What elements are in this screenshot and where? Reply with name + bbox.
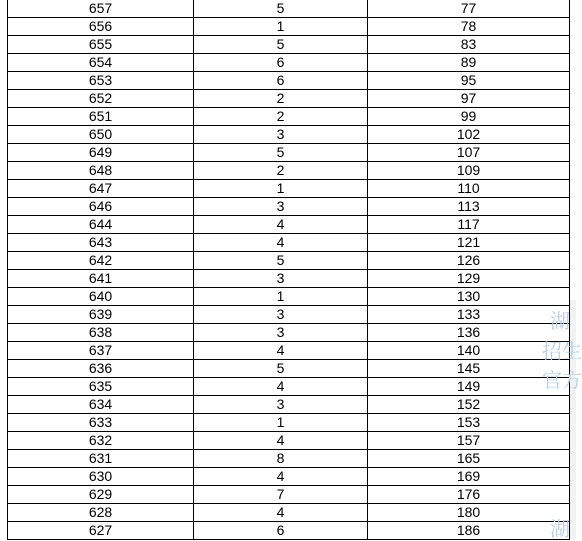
- page-edge-shade: [570, 300, 576, 539]
- cumulative-count-cell: 140: [368, 342, 570, 360]
- count-cell: 2: [194, 162, 368, 180]
- cumulative-count-cell: 153: [368, 414, 570, 432]
- count-cell: 3: [194, 126, 368, 144]
- table-row: [8, 378, 570, 396]
- table-row: [8, 108, 570, 126]
- cumulative-count-cell: 136: [368, 324, 570, 342]
- table-row: [8, 414, 570, 432]
- table-row: [8, 324, 570, 342]
- score-cell: 628: [8, 504, 194, 522]
- count-cell: 3: [194, 396, 368, 414]
- cumulative-count-cell: 129: [368, 270, 570, 288]
- score-cell: 657: [8, 0, 194, 18]
- count-cell: 4: [194, 504, 368, 522]
- table-row: [8, 306, 570, 324]
- count-cell: 6: [194, 522, 368, 540]
- count-cell: 3: [194, 324, 368, 342]
- table-row: [8, 216, 570, 234]
- table-row: [8, 252, 570, 270]
- table-row: [8, 72, 570, 90]
- score-cell: 647: [8, 180, 194, 198]
- count-cell: 5: [194, 36, 368, 54]
- count-cell: 4: [194, 342, 368, 360]
- score-cell: 627: [8, 522, 194, 540]
- count-cell: 1: [194, 288, 368, 306]
- table-row: [8, 342, 570, 360]
- score-cell: 632: [8, 432, 194, 450]
- cumulative-count-cell: 97: [368, 90, 570, 108]
- cumulative-count-cell: 110: [368, 180, 570, 198]
- count-cell: 7: [194, 486, 368, 504]
- table-row: [8, 360, 570, 378]
- score-cell: 639: [8, 306, 194, 324]
- table-row: [8, 450, 570, 468]
- cumulative-count-cell: 145: [368, 360, 570, 378]
- table-row: [8, 36, 570, 54]
- score-cell: 633: [8, 414, 194, 432]
- count-cell: 1: [194, 414, 368, 432]
- count-cell: 5: [194, 0, 368, 18]
- table-row: [8, 198, 570, 216]
- count-cell: 6: [194, 72, 368, 90]
- count-cell: 5: [194, 360, 368, 378]
- cumulative-count-cell: 113: [368, 198, 570, 216]
- table-row: [8, 432, 570, 450]
- table-row: [8, 0, 570, 18]
- cumulative-count-cell: 78: [368, 18, 570, 36]
- score-cell: 636: [8, 360, 194, 378]
- cumulative-count-cell: 180: [368, 504, 570, 522]
- cumulative-count-cell: 176: [368, 486, 570, 504]
- cumulative-count-cell: 83: [368, 36, 570, 54]
- score-cell: 656: [8, 18, 194, 36]
- cumulative-count-cell: 99: [368, 108, 570, 126]
- watermark-fragment: 湖: [550, 517, 570, 541]
- cumulative-count-cell: 89: [368, 54, 570, 72]
- count-cell: 4: [194, 468, 368, 486]
- score-cell: 631: [8, 450, 194, 468]
- score-cell: 653: [8, 72, 194, 90]
- score-cell: 641: [8, 270, 194, 288]
- count-cell: 6: [194, 54, 368, 72]
- cumulative-count-cell: 95: [368, 72, 570, 90]
- cumulative-count-cell: 117: [368, 216, 570, 234]
- table-row: [8, 468, 570, 486]
- table-row: [8, 270, 570, 288]
- score-cell: 644: [8, 216, 194, 234]
- score-cell: 630: [8, 468, 194, 486]
- score-cell: 650: [8, 126, 194, 144]
- watermark-fragment: 湖: [550, 309, 570, 333]
- cumulative-count-cell: 109: [368, 162, 570, 180]
- cumulative-count-cell: 107: [368, 144, 570, 162]
- table-row: [8, 486, 570, 504]
- score-cell: 654: [8, 54, 194, 72]
- count-cell: 3: [194, 198, 368, 216]
- table-row: [8, 126, 570, 144]
- score-distribution-table: [7, 0, 570, 540]
- cumulative-count-cell: 169: [368, 468, 570, 486]
- score-cell: 649: [8, 144, 194, 162]
- cumulative-count-cell: 130: [368, 288, 570, 306]
- score-cell: 637: [8, 342, 194, 360]
- score-cell: 629: [8, 486, 194, 504]
- count-cell: 4: [194, 432, 368, 450]
- cumulative-count-cell: 126: [368, 252, 570, 270]
- score-cell: 634: [8, 396, 194, 414]
- table-row: [8, 522, 570, 540]
- table-body: [8, 0, 570, 540]
- score-cell: 643: [8, 234, 194, 252]
- watermark-fragment: 招生: [542, 339, 582, 363]
- watermark-fragment: 官方: [542, 368, 582, 392]
- cumulative-count-cell: 149: [368, 378, 570, 396]
- count-cell: 1: [194, 18, 368, 36]
- cumulative-count-cell: 165: [368, 450, 570, 468]
- table-row: [8, 234, 570, 252]
- cumulative-count-cell: 186: [368, 522, 570, 540]
- score-cell: 655: [8, 36, 194, 54]
- table-row: [8, 90, 570, 108]
- table-row: [8, 162, 570, 180]
- count-cell: 3: [194, 306, 368, 324]
- table-row: [8, 288, 570, 306]
- table-row: [8, 18, 570, 36]
- score-cell: 640: [8, 288, 194, 306]
- count-cell: 5: [194, 144, 368, 162]
- table-row: [8, 396, 570, 414]
- cumulative-count-cell: 152: [368, 396, 570, 414]
- cumulative-count-cell: 157: [368, 432, 570, 450]
- score-cell: 651: [8, 108, 194, 126]
- table-row: [8, 144, 570, 162]
- cumulative-count-cell: 133: [368, 306, 570, 324]
- count-cell: 3: [194, 270, 368, 288]
- score-cell: 648: [8, 162, 194, 180]
- cumulative-count-cell: 121: [368, 234, 570, 252]
- count-cell: 1: [194, 180, 368, 198]
- count-cell: 4: [194, 234, 368, 252]
- score-cell: 646: [8, 198, 194, 216]
- table-row: [8, 504, 570, 522]
- cumulative-count-cell: 102: [368, 126, 570, 144]
- table-row: [8, 54, 570, 72]
- count-cell: 2: [194, 90, 368, 108]
- score-cell: 642: [8, 252, 194, 270]
- table-row: [8, 180, 570, 198]
- cumulative-count-cell: 77: [368, 0, 570, 18]
- count-cell: 4: [194, 216, 368, 234]
- count-cell: 8: [194, 450, 368, 468]
- score-cell: 635: [8, 378, 194, 396]
- count-cell: 2: [194, 108, 368, 126]
- score-cell: 652: [8, 90, 194, 108]
- count-cell: 5: [194, 252, 368, 270]
- count-cell: 4: [194, 378, 368, 396]
- score-cell: 638: [8, 324, 194, 342]
